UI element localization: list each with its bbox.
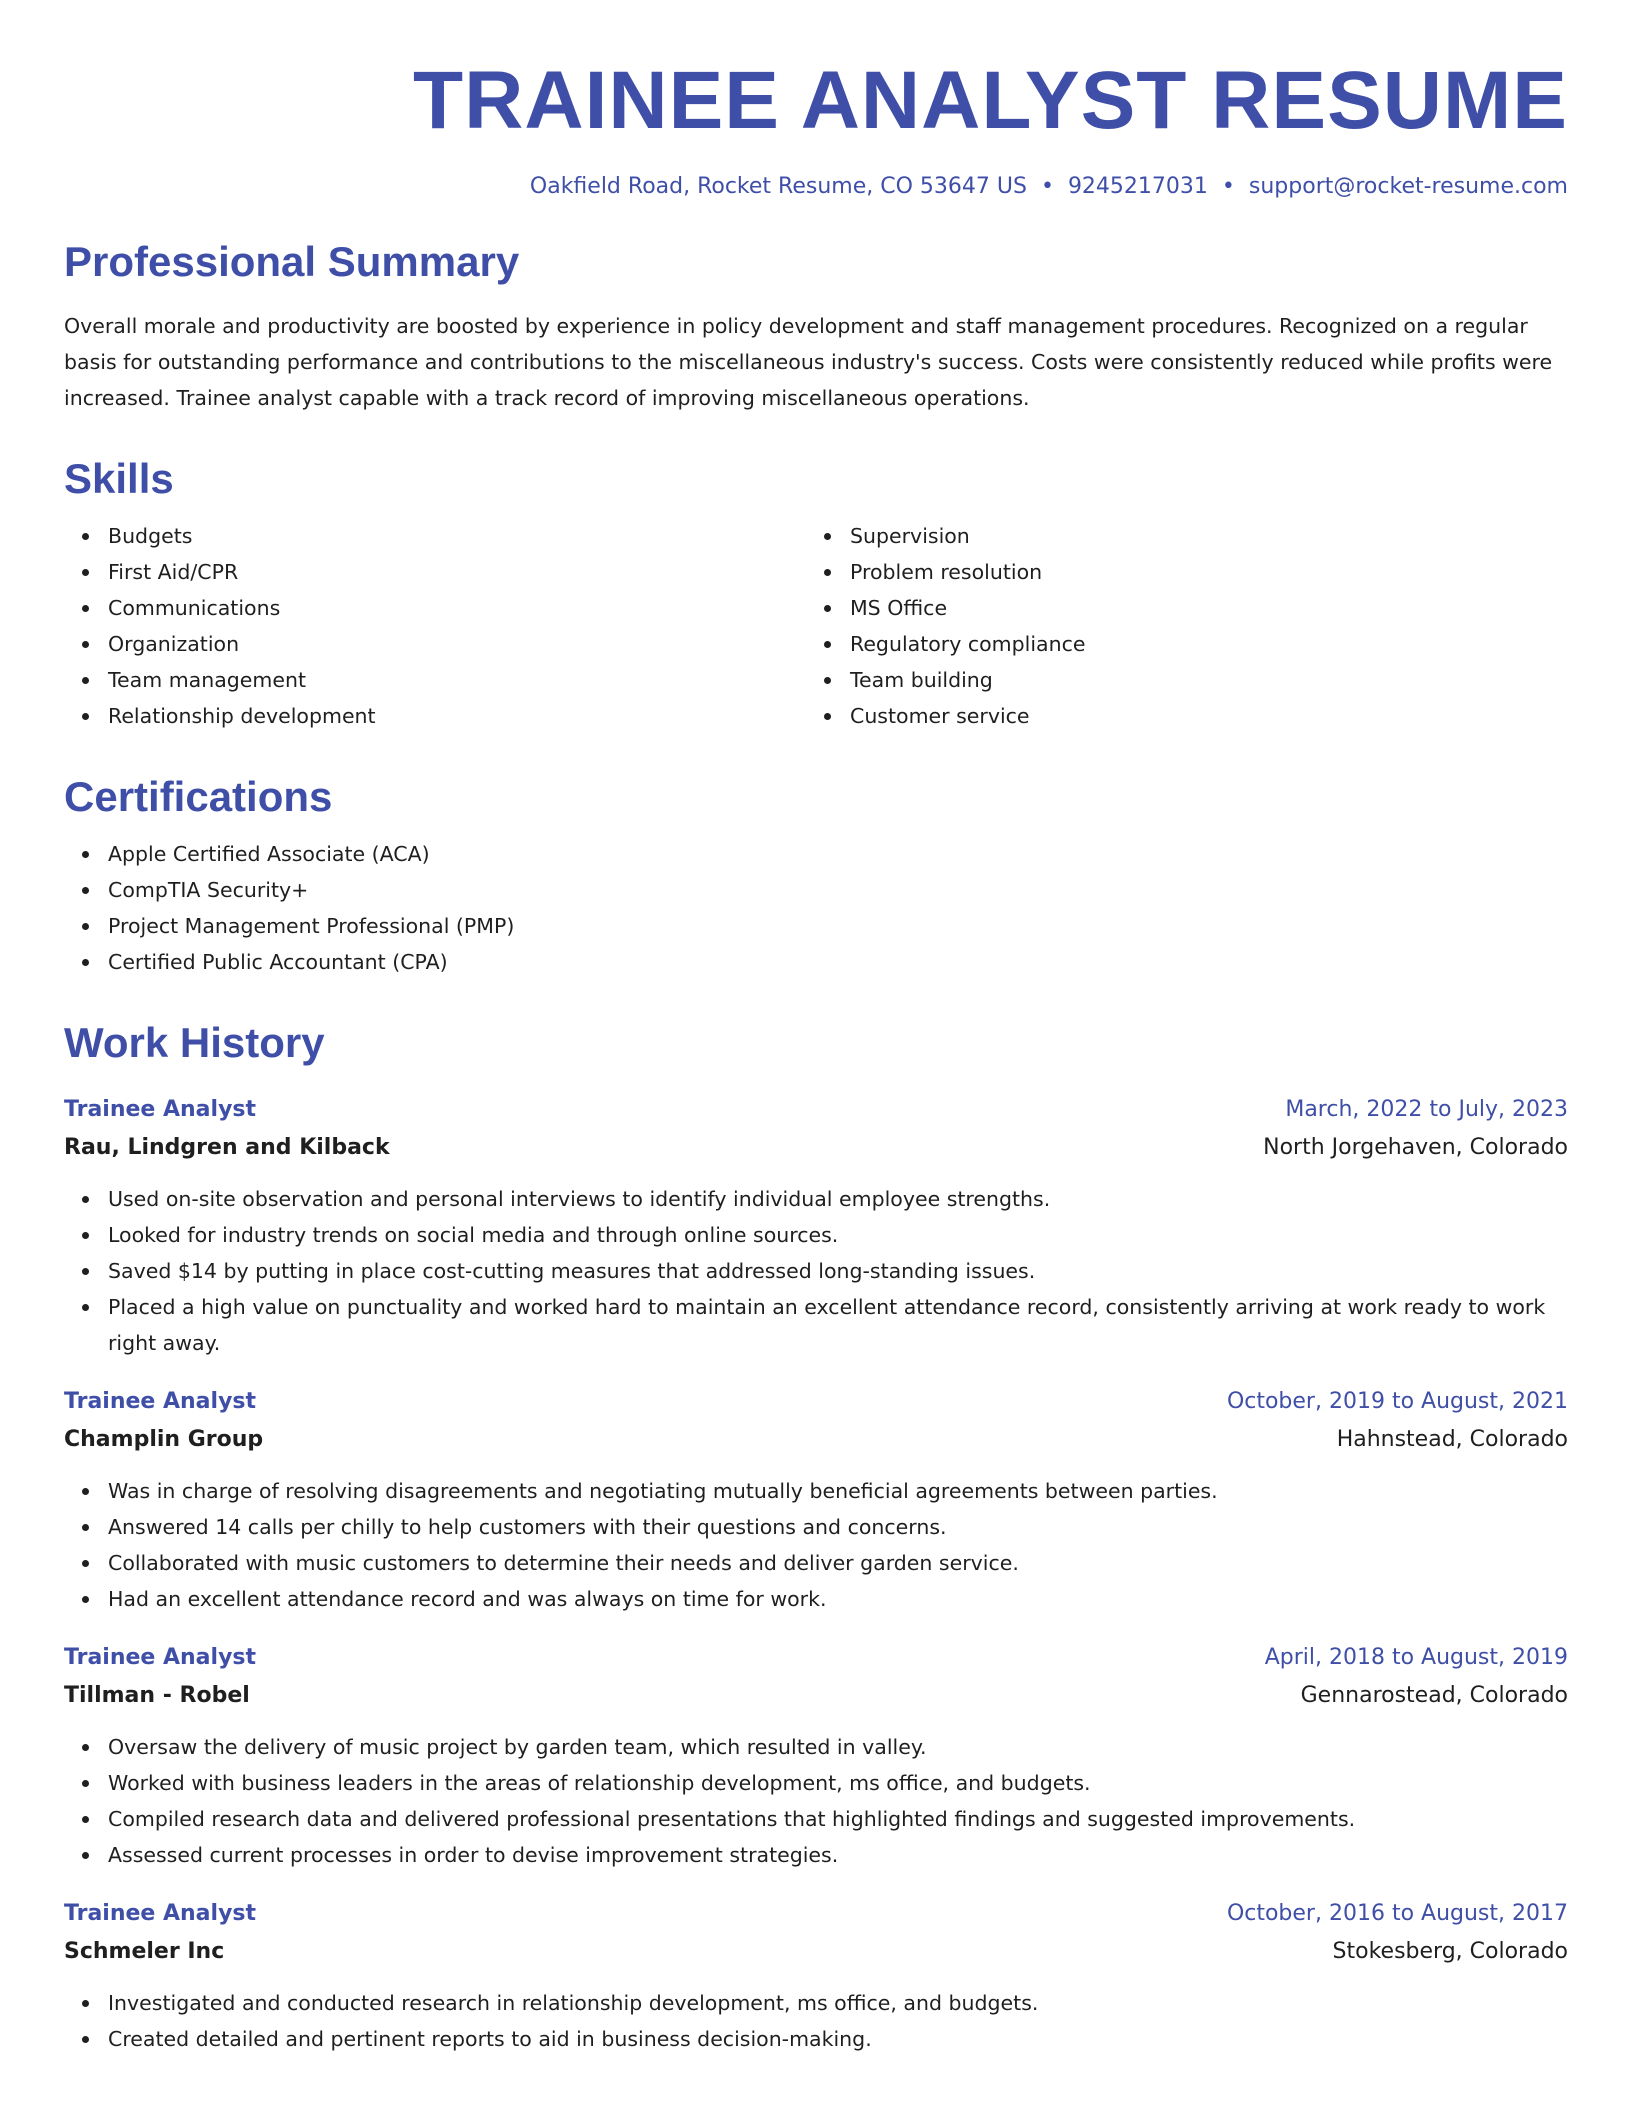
job-title: Trainee Analyst bbox=[64, 1096, 257, 1122]
job-company: Rau, Lindgren and Kilback bbox=[64, 1134, 390, 1160]
job-company: Champlin Group bbox=[64, 1426, 264, 1452]
summary-text: Overall morale and productivity are boosted by experience in policy development and staff management procedures. Recognized on a regular basis for outstanding performance and contributions to the miscellaneous industry's success. Costs were consistently reduced while profits were increased. Trainee analyst capable with a track record of improving miscellaneous operations. bbox=[64, 313, 1553, 410]
certification-item: CompTIA Security+ bbox=[108, 872, 1568, 908]
skill-item: Customer service bbox=[850, 698, 1568, 734]
job-bullet: Was in charge of resolving disagreements and negotiating mutually beneficial agreements between parties. bbox=[108, 1473, 1568, 1509]
skill-item: MS Office bbox=[850, 590, 1568, 626]
job-bullet: Saved $14 by putting in place cost-cutting measures that addressed long-standing issues. bbox=[108, 1253, 1568, 1289]
job-bullet: Compiled research data and delivered professional presentations that highlighted findings and suggested improvements. bbox=[108, 1801, 1568, 1837]
skill-item: Team management bbox=[108, 662, 806, 698]
skills-column-right bbox=[806, 518, 1568, 734]
skill-item: Budgets bbox=[108, 518, 806, 554]
skill-item: Team building bbox=[850, 662, 1568, 698]
work-history-heading: Work History bbox=[64, 1019, 325, 1067]
job-entry bbox=[64, 1895, 1568, 2057]
contact-email: support@rocket-resume.com bbox=[1248, 174, 1568, 200]
skills-grid bbox=[64, 518, 1568, 734]
skill-item: Organization bbox=[108, 626, 806, 662]
certifications-list bbox=[64, 836, 1568, 980]
job-company: Schmeler Inc bbox=[64, 1938, 225, 1964]
job-bullets bbox=[64, 1729, 1568, 1873]
job-title: Trainee Analyst bbox=[64, 1900, 257, 1926]
job-bullet: Investigated and conducted research in relationship development, ms office, and budgets. bbox=[108, 1985, 1568, 2021]
contact-line bbox=[64, 174, 1568, 199]
job-location: Hahnstead, Colorado bbox=[1336, 1426, 1568, 1452]
skill-item: Problem resolution bbox=[850, 554, 1568, 590]
job-bullet: Worked with business leaders in the areas of relationship development, ms office, and budgets. bbox=[108, 1765, 1568, 1801]
contact-separator: • bbox=[1221, 174, 1235, 200]
job-bullet: Answered 14 calls per chilly to help customers with their questions and concerns. bbox=[108, 1509, 1568, 1545]
job-bullet: Oversaw the delivery of music project by garden team, which resulted in valley. bbox=[108, 1729, 1568, 1765]
job-location: North Jorgehaven, Colorado bbox=[1263, 1134, 1568, 1160]
skills-column-left bbox=[64, 518, 806, 734]
job-entry bbox=[64, 1639, 1568, 1873]
skills-list-left bbox=[64, 518, 806, 734]
job-dates: April, 2018 to August, 2019 bbox=[1264, 1644, 1568, 1670]
job-bullet: Assessed current processes in order to devise improvement strategies. bbox=[108, 1837, 1568, 1873]
job-bullets bbox=[64, 1181, 1568, 1361]
job-bullet: Looked for industry trends on social media and through online sources. bbox=[108, 1217, 1568, 1253]
job-bullet: Collaborated with music customers to determine their needs and deliver garden service. bbox=[108, 1545, 1568, 1581]
resume-title: TRAINEE ANALYST RESUME bbox=[413, 55, 1568, 146]
certification-item: Certified Public Accountant (CPA) bbox=[108, 944, 1568, 980]
job-bullet: Used on-site observation and personal interviews to identify individual employee strengths. bbox=[108, 1181, 1568, 1217]
skills-list-right bbox=[806, 518, 1568, 734]
job-entry bbox=[64, 1091, 1568, 1361]
job-dates: March, 2022 to July, 2023 bbox=[1285, 1096, 1568, 1122]
job-entry bbox=[64, 1383, 1568, 1617]
contact-separator: • bbox=[1040, 174, 1054, 200]
skill-item: Regulatory compliance bbox=[850, 626, 1568, 662]
job-location: Gennarostead, Colorado bbox=[1300, 1682, 1568, 1708]
job-title: Trainee Analyst bbox=[64, 1644, 257, 1670]
certification-item: Project Management Professional (PMP) bbox=[108, 908, 1568, 944]
skill-item: First Aid/CPR bbox=[108, 554, 806, 590]
skill-item: Relationship development bbox=[108, 698, 806, 734]
job-bullet: Created detailed and pertinent reports to aid in business decision-making. bbox=[108, 2021, 1568, 2057]
skills-heading: Skills bbox=[64, 454, 174, 502]
job-bullet: Had an excellent attendance record and was always on time for work. bbox=[108, 1581, 1568, 1617]
job-bullets bbox=[64, 1985, 1568, 2057]
job-bullet: Placed a high value on punctuality and worked hard to maintain an excellent attendance record, consistently arriving at work ready to work right away. bbox=[108, 1289, 1568, 1361]
skill-item: Supervision bbox=[850, 518, 1568, 554]
contact-phone: 9245217031 bbox=[1067, 174, 1208, 200]
work-history-list bbox=[64, 1091, 1568, 2057]
job-dates: October, 2016 to August, 2017 bbox=[1226, 1900, 1568, 1926]
skill-item: Communications bbox=[108, 590, 806, 626]
certifications-heading: Certifications bbox=[64, 772, 333, 820]
job-location: Stokesberg, Colorado bbox=[1332, 1938, 1568, 1964]
contact-address: Oakfield Road, Rocket Resume, CO 53647 US bbox=[529, 174, 1027, 200]
job-title: Trainee Analyst bbox=[64, 1388, 257, 1414]
summary-heading: Professional Summary bbox=[64, 238, 520, 286]
job-dates: October, 2019 to August, 2021 bbox=[1226, 1388, 1568, 1414]
certification-item: Apple Certified Associate (ACA) bbox=[108, 836, 1568, 872]
job-company: Tillman - Robel bbox=[64, 1682, 250, 1708]
job-bullets bbox=[64, 1473, 1568, 1617]
